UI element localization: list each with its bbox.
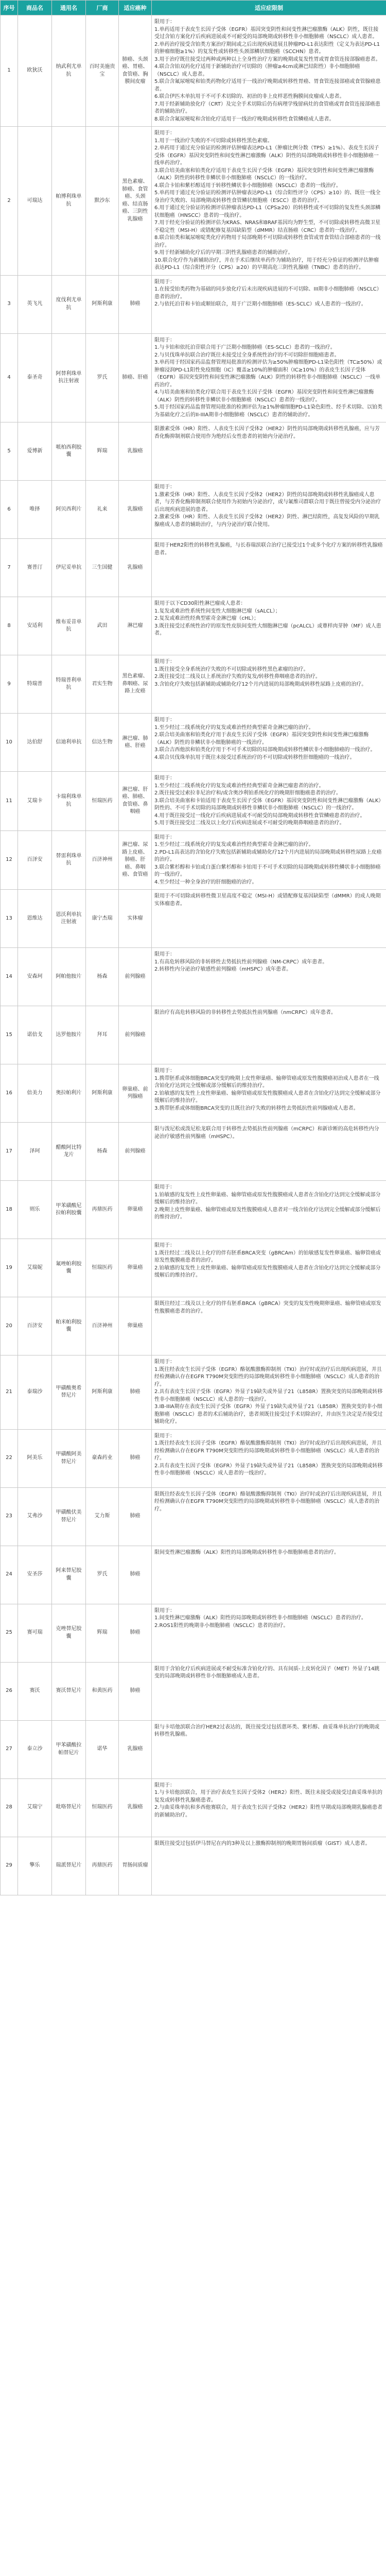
cancer-types: 肺癌、肝癌 [119,333,152,422]
brand-name: 英飞凡 [18,275,52,333]
header-brand: 商品名 [18,1,52,15]
row-number: 1 [1,15,18,127]
table-row [1,890,386,948]
generic-name: 恩沃利单抗注射液 [52,890,86,948]
row-number: 26 [1,1662,18,1720]
cancer-types: 胃肠间质瘤 [119,1837,152,1895]
manufacturer: 礼来 [86,481,119,539]
generic-name: 纳武利尤单抗 [52,15,86,127]
row-number: 18 [1,1181,18,1239]
generic-name: 帕博利珠单抗 [52,127,86,276]
generic-name: 氟唑帕利胶囊 [52,1239,86,1297]
brand-name: 赛沃 [18,1662,52,1720]
manufacturer: 三生国健 [86,539,119,597]
brand-name: 阿美乐 [18,1429,52,1487]
header-maker: 厂商 [86,1,119,15]
row-number: 22 [1,1429,18,1487]
indication-limits: 限间变性淋巴瘤激酶（ALK）阳性的局部晚期或转移性非小细胞肺癌患者的治疗。 [152,1546,386,1604]
brand-name: 安适利 [18,597,52,655]
manufacturer: 百时美施贵宝 [86,15,119,127]
table-row [1,1778,386,1837]
brand-name: 爱博新 [18,422,52,481]
row-number: 8 [1,597,18,655]
table-row [1,1604,386,1662]
row-number: 11 [1,772,18,831]
brand-name: 泰圣奇 [18,333,52,422]
table-row [1,1239,386,1297]
table-row [1,1546,386,1604]
brand-name: 恩维达 [18,890,52,948]
cancer-types: 肺癌 [119,1355,152,1430]
brand-name: 可瑞达 [18,127,52,276]
manufacturer: 阿斯利康 [86,1064,119,1123]
manufacturer: 豪森药业 [86,1429,119,1487]
cancer-types: 乳腺癌 [119,1778,152,1837]
manufacturer: 艾力斯 [86,1487,119,1546]
manufacturer: 辉瑞 [86,422,119,481]
cancer-types: 乳腺癌 [119,422,152,481]
table-row [1,1837,386,1895]
indication-limits: 限用于： 1.用于一线治疗失败的不可切除或转移性黑色素瘤。 2.单药用于通过充分验证的检测评估肿瘤表达PD-L1（肿瘤比例分数（TPS）≥1%）、表皮生长因子受体（EGFR）基因突变阴性和间变性淋巴瘤激酶（ALK）阴性的局部晚期或转移性非小细胞肺癌一线单药治疗。 3.联合培美曲塞和铂类化疗适用于表皮生长因子受体（EGFR）基因突变阴性和间变性淋巴瘤激酶（ALK）阴性的转移性非鳞状非小细胞肺癌（NSCLC）的一线治疗。 4.联合卡铂和紫杉醇适用于转移性鳞状非小细胞肺癌（NSCLC）患者的一线治疗。 5.单药用于通过充分验证的检测评估肿瘤表达PD-L1（综合阳性评分（CPS）≥10）的、既往一线全身治疗失败的、局部晚期或转移性食管鳞状细胞癌（ESCC）患者的治疗。 6.用于通过充分验证的检测评估肿瘤表达PD-L1（CPS≥20）的转移性或不可切除的复发性头颈部鳞状细胞癌（HNSCC）患者的一线治疗。 7.用于经充分验证的检测评估为KRAS、NRAS和BRAF基因均为野生型，不可切除或转移性高微卫星不稳定性（MSI-H）或错配修复基因缺陷型（dMMR）结直肠癌（CRC）患者的一线治疗。 8.联合铂类和氟尿嘧啶类化疗药物用于局部晚期不可切除或转移性食管或胃食管结合部癌患者的一线治疗。 9.用于经新辅助化疗后的早期三阴性乳腺癌患者的辅助治疗。 10.联合化疗作为新辅助治疗，并在手术后继续单药作为辅助治疗，用于经充分验证的检测评估肿瘤表达PD-L1（综合阳性评分（CPS）≥20）的早期高危三阴性乳腺癌（TNBC）患者的治疗。 [152,127,386,276]
indication-limits: 限与卡培他滨联合治疗HER2过表达的，既往接受过包括蒽环类、紫杉醇、曲妥珠单抗治疗的晚期或转移性乳腺癌。 [152,1720,386,1778]
indication-limits: 限与泼尼松或泼尼松龙联合用于转移性去势抵抗性前列腺癌（mCRPC）和新诊断的高危转移性内分泌治疗敏感性前列腺癌（mHSPC）。 [152,1123,386,1181]
row-number: 24 [1,1546,18,1604]
row-number: 7 [1,539,18,597]
indication-limits: 限用于： 1.单药适用于表皮生长因子受体（EGFR）基因突变阴性和间变性淋巴瘤激酶（ALK）阴性，既往接受过含铂方案化疗后疾病进展或不可耐受的局部晚期或转移性非小细胞肺癌（NSCLC）成人患者。 2.单药治疗接受含铂类方案治疗期间或之后出现疾病进展且肿瘤PD-L1表达阳性（定义为表达PD-L1的肿瘤细胞≥1%）的复发性或转移性头颈部鳞状细胞癌（SCCHN）患者。 3.用于治疗既往接受过两种或两种以上全身性治疗方案的晚期或复发性胃或胃食管连接部腺癌患者。 4.联合含铂双药化疗适用于新辅助治疗可切除的（肿瘤≥4cm或淋巴结阳性）非小细胞肺癌（NSCLC）成人患者。 5.联合含氟尿嘧啶和铂类药物化疗适用于一线治疗晚期或转移性胃癌、胃食管连接部癌或食管腺癌患者。 6.联合伊匹木单抗用于不可手术切除的、初治的非上皮样恶性胸膜间皮瘤成人患者。 7.用于经新辅助放化疗（CRT）及完全手术切除后仍有病理学残留病灶的食管癌或胃食管连接部癌患者的辅助治疗。 8.联合含氟尿嘧啶和含铂化疗适用于一线治疗晚期或转移性食管鳞癌成人患者。 [152,15,386,127]
row-number: 13 [1,890,18,948]
row-number: 4 [1,333,18,422]
brand-name: 则乐 [18,1181,52,1239]
brand-name: 艾瑞卡 [18,772,52,831]
table-row [1,948,386,1006]
manufacturer: 辉瑞 [86,1604,119,1662]
manufacturer: 默沙东 [86,127,119,276]
table-row [1,655,386,714]
manufacturer: 杨森 [86,1123,119,1181]
brand-name: 百泽安 [18,831,52,890]
cancer-types: 肺癌、头颈癌、胃癌、食管癌、胸膜间皮瘤 [119,15,152,127]
brand-name: 安森珂 [18,948,52,1006]
row-number: 12 [1,831,18,890]
indication-limits: 限用于： 1.有高危转移风险的非转移性去势抵抗性前列腺癌（NM-CRPC）成年患者。 2.转移性内分泌治疗敏感性前列腺癌（mHSPC）成年患者。 [152,948,386,1006]
cancer-types: 黑色素瘤、鼻咽癌、尿路上皮癌 [119,655,152,714]
manufacturer: 恒瑞医药 [86,1239,119,1297]
row-number: 14 [1,948,18,1006]
generic-name: 度伐利尤单抗 [52,275,86,333]
generic-name: 阿帕他胺片 [52,948,86,1006]
generic-name: 卡瑞利珠单抗 [52,772,86,831]
cancer-types: 乳腺癌 [119,539,152,597]
manufacturer: 武田 [86,597,119,655]
brand-name: 艾瑞宁 [18,1778,52,1837]
indication-limits: 限既往接受过包括伊马替尼在内的3种及以上激酶抑制剂的晚期胃肠间质瘤（GIST）成人患者。 [152,1837,386,1895]
table-row [1,1297,386,1355]
indication-limits: 限用于： 1.在接受铂类药物为基础的同步放化疗后未出现疾病进展的不可切除、III期非小细胞肺癌（NSCLC）患者的治疗。 2.与依托泊苷和卡铂或顺铂联合，用于广泛期小细胞肺癌（ES-SCLC）成人患者的一线治疗。 [152,275,386,333]
row-number: 9 [1,655,18,714]
header-indication: 适应症限制 [152,1,386,15]
cancer-types: 肺癌 [119,1604,152,1662]
manufacturer: 康宁杰瑞 [86,890,119,948]
brand-name: 百济安 [18,1297,52,1355]
brand-name: 欧狄沃 [18,15,52,127]
indication-limits: 限用于含铂化疗后疾病进展或不耐受标准含铂化疗的、具有间质-上皮转化因子（MET）外显子14跳变的局部晚期或转移性非小细胞肺癌成人患者。 [152,1662,386,1720]
indication-limits: 限用于： 1.与卡培他滨联合，用于治疗表皮生长因子受体2（HER2）阳性、既往未接受或接受过曲妥珠单抗的复发或转移性乳腺癌患者。 2.与曲妥珠单抗和多西他赛联合，用于表皮生长因子受体2（HER2）阳性早期或局部晚期乳腺癌患者的新辅助治疗。 [152,1778,386,1837]
brand-name: 赛普汀 [18,539,52,597]
cancer-types: 卵巢癌 [119,1239,152,1297]
cancer-types: 乳腺癌 [119,481,152,539]
generic-name: 甲苯磺酸尼拉帕利胶囊 [52,1181,86,1239]
generic-name: 哌柏西利胶囊 [52,422,86,481]
indication-limits: 限用于： 1.与卡铂和依托泊苷联合用于广泛期小细胞肺癌（ES-SCLC）患者的一线治疗。 2.与贝伐珠单抗联合治疗既往未接受过全身系统性治疗的不可切除肝细胞癌患者。 3.单药用于经国家药品监督管理局批准的检测评估为≥50%肿瘤细胞PD-L1染色阳性（TC≥50%）或肿瘤浸润PD-L1阳性免疫细胞（IC）覆盖≥10%的肿瘤面积（IC≥10%）的表皮生长因子受体（EGFR）基因突变阴性和间变性淋巴瘤激酶（ALK）阴性的转移性非小细胞肺癌（NSCLC）一线单药治疗。 4.与培美曲塞和铂类化疗联合用于表皮生长因子受体（EGFR）基因突变阴性和间变性淋巴瘤激酶（ALK）阴性的转移性非鳞状非小细胞肺癌（NSCLC）患者的一线治疗。 5.用于经国家药品监督管理局批准的检测评估为≥1%肿瘤细胞PD-L1染色阳性、经手术切除、以铂类为基础化疗之后的II-IIIA期非小细胞肺癌（NSCLC）患者的辅助治疗。 [152,333,386,422]
generic-name: 赛沃替尼片 [52,1662,86,1720]
cancer-types: 淋巴瘤 [119,597,152,655]
table-row [1,539,386,597]
brand-name: 泰立沙 [18,1720,52,1778]
generic-name: 信迪利单抗 [52,714,86,772]
brand-name: 泰瑞沙 [18,1355,52,1430]
row-number: 29 [1,1837,18,1895]
indication-limits: 限用于： 1.携带胚系或体细胞BRCA突变的晚期上皮性卵巢癌、输卵管癌或原发性腹膜癌初治成人患者在一线含铂化疗达到完全缓解或部分缓解后的维持治疗。 2.铂敏感的复发性上皮性卵巢癌、输卵管癌或原发性腹膜癌成人患者在含铂化疗达到完全缓解或部分缓解后的维持治疗。 3.携带胚系或体细胞BRCA突变的且既往治疗失败的转移性去势抵抗性前列腺癌成人患者。 [152,1064,386,1123]
table-row [1,714,386,772]
header-cancers: 适应癌种 [119,1,152,15]
manufacturer: 拜耳 [86,1006,119,1064]
indication-limits: 限用于： 1.至少经过二线系统化疗的复发或难治性经典型霍奇金淋巴瘤患者的治疗。 2.既往接受过索拉非尼治疗和/或含奥沙利铂系统化疗的晚期肝细胞癌患者的治疗。 3.联合培美曲塞和卡铂适用于表皮生长因子受体（EGFR）基因突变阴性和间变性淋巴瘤激酶（ALK）阴性的、不可手术切除的局部晚期或转移性非鳞状非小细胞肺癌（NSCLC）的一线治疗。 4.用于既往接受过一线化疗后疾病进展或不可耐受的局部晚期或转移性食管鳞癌患者的治疗。 5.用于既往接受过二线及以上化疗后疾病进展或不可耐受的晚期鼻咽癌患者的治疗。 [152,772,386,831]
manufacturer: 信达生物 [86,714,119,772]
row-number: 28 [1,1778,18,1837]
generic-name: 维布妥昔单抗 [52,597,86,655]
indication-limits: 限用于以下CD30阳性淋巴瘤成人患者： 1.复发或难治性系统性间变性大细胞淋巴瘤（sALCL）； 2.复发或难治性经典型霍奇金淋巴瘤（cHL）； 3.既往接受过系统性治疗的原发性皮肤间变性大细胞淋巴瘤（pcALCL）或蕈样肉芽肿（MF）成人患者。 [152,597,386,655]
row-number: 3 [1,275,18,333]
table-row [1,127,386,276]
generic-name: 醋酸阿比特龙片 [52,1123,86,1181]
row-number: 21 [1,1355,18,1430]
indication-limits: 限既往经表皮生长因子受体（EGFR）酪氨酸激酶抑制剂（TKI）治疗时或治疗后出现疾病进展，并且经检测确认存在EGFR T790M突变阳性的局部晚期或转移性非小细胞肺癌（NSCLC）成人患者的治疗。 [152,1487,386,1546]
indication-limits: 限用于HER2阳性的转移性乳腺癌，与长春瑞滨联合治疗已接受过1个或多个化疗方案的转移性乳腺癌患者。 [152,539,386,597]
brand-name: 艾瑞妮 [18,1239,52,1297]
cancer-types: 淋巴瘤、肺癌、肝癌 [119,714,152,772]
generic-name: 甲磺酸奥希替尼片 [52,1355,86,1430]
brand-name: 泽珂 [18,1123,52,1181]
header-generic: 通用名 [52,1,86,15]
row-number: 19 [1,1239,18,1297]
table-row [1,1720,386,1778]
generic-name: 达罗他胺片 [52,1006,86,1064]
generic-name: 瑞派替尼片 [52,1837,86,1895]
manufacturer: 和黄医药 [86,1662,119,1720]
manufacturer: 恒瑞医药 [86,772,119,831]
generic-name: 克唑替尼胶囊 [52,1604,86,1662]
generic-name: 阿贝西利片 [52,481,86,539]
indication-limits: 限既往经过二线及以上化疗的伴有胚系BRCA（gBRCA）突变的复发性晚期卵巢癌、输卵管癌或原发性腹膜癌患者的治疗。 [152,1297,386,1355]
row-number: 25 [1,1604,18,1662]
brand-name: 诺倍戈 [18,1006,52,1064]
indication-limits: 限用于： 1.铂敏感的复发性上皮性卵巢癌、输卵管癌或原发性腹膜癌成人患者在含铂化疗达到完全缓解或部分缓解后的维持治疗。 2.晚期上皮性卵巢癌、输卵管癌或原发性腹膜癌成人患者对一线含铂化疗达到完全缓解或部分缓解后的维持治疗。 [152,1181,386,1239]
header-no: 序号 [1,1,18,15]
manufacturer: 阿斯利康 [86,1355,119,1430]
cancer-types: 前列腺癌 [119,1006,152,1064]
table-row [1,1487,386,1546]
header-row [1,1,386,15]
indication-limits: 限用于不可切除或转移性微卫星高度不稳定（MSI-H）或错配修复基因缺陷型（dMMR）的成人晚期实体瘤患者。 [152,890,386,948]
generic-name: 替雷利珠单抗 [52,831,86,890]
table-row [1,15,386,127]
row-number: 17 [1,1123,18,1181]
row-number: 6 [1,481,18,539]
row-number: 23 [1,1487,18,1546]
cancer-types: 乳腺癌 [119,1720,152,1778]
cancer-types: 前列腺癌 [119,1123,152,1181]
brand-name: 赛可瑞 [18,1604,52,1662]
cancer-types: 肺癌 [119,1429,152,1487]
cancer-types: 肺癌 [119,1487,152,1546]
table-row [1,1006,386,1064]
row-number: 15 [1,1006,18,1064]
indication-limits: 限用于： 1.既往接受全身系统治疗失败的不可切除或转移性黑色素瘤的治疗。 2.既往接受过二线及以上系统治疗失败的复发/转移性鼻咽癌患者的治疗。 3.含铂化疗失败包括新辅助或辅助化疗12个月内进展的局部晚期或转移性尿路上皮癌的治疗。 [152,655,386,714]
manufacturer: 恒瑞医药 [86,1778,119,1837]
indication-limits: 限用于： 1.既往经表皮生长因子受体（EGFR）酪氨酸激酶抑制剂（TKI）治疗时或治疗后出现疾病进展，并且经检测确认存在EGFR T790M突变阳性的局部晚期或转移性非小细胞肺癌（NSCLC）成人患者的治疗。 2.具有表皮生长因子受体（EGFR）外显子19缺失或外显子21（L858R）置换突变的局部晚期或转移性非小细胞肺癌（NSCLC）成人患者的一线治疗。 [152,1429,386,1487]
brand-name: 艾弗沙 [18,1487,52,1546]
cancer-types: 前列腺癌 [119,948,152,1006]
indication-limits: 限激素受体（HR）阳性、人表皮生长因子受体2（HER2）阴性的局部晚期或转移性乳腺癌，应与芳香化酶抑制剂联合使用作为绝经后女性患者的初始内分泌治疗。 [152,422,386,481]
indication-limits: 限治疗有高危转移风险的非转移性去势抵抗性前列腺癌（nmCRPC）成年患者。 [152,1006,386,1064]
table-row [1,1064,386,1123]
table-row [1,1123,386,1181]
table-row [1,275,386,333]
indication-limits: 限用于： 1.激素受体（HR）阳性、人表皮生长因子受体2（HER2）阴性的局部晚期或转移性乳腺癌成人患者，与芳香化酶抑制剂联合使用作为初始内分泌治疗，或与氟维司群联合用于既往曾接受内分泌治疗后出现疾病进展的患者。 2.激素受体（HR）阳性、人表皮生长因子受体2（HER2）阴性、淋巴结阳性，高复发风险的早期乳腺癌成人患者的辅助治疗，与内分泌治疗联合使用。 [152,481,386,539]
indication-limits: 限用于： 1.至少经过二线系统化疗的复发或难治性经典型霍奇金淋巴瘤的治疗。 2.PD-L1高表达的含铂化疗失败包括新辅助或辅助化疗12个月内进展的局部晚期或转移性尿路上皮癌的治疗。 3.联合紫杉醇和卡铂或白蛋白紫杉醇和卡铂用于不可手术切除的局部晚期或转移性鳞状非小细胞肺癌的一线治疗。 4.至少经过一种全身治疗的肝细胞癌的治疗。 [152,831,386,890]
generic-name: 阿替利珠单抗注射液 [52,333,86,422]
manufacturer: 君实生物 [86,655,119,714]
indication-limits: 限用于： 1.间变性淋巴瘤激酶（ALK）阳性的局部晚期或转移性非小细胞肺癌（NSCLC）患者的治疗。 2.ROS1阳性的晚期非小细胞肺癌（NSCLC）患者的治疗。 [152,1604,386,1662]
manufacturer: 百济神州 [86,831,119,890]
brand-name: 特瑞普 [18,655,52,714]
cancer-types: 肺癌 [119,1662,152,1720]
manufacturer: 杨森 [86,948,119,1006]
manufacturer: 再鼎医药 [86,1837,119,1895]
manufacturer: 罗氏 [86,1546,119,1604]
table-row [1,831,386,890]
row-number: 27 [1,1720,18,1778]
table-row [1,481,386,539]
cancer-types: 卵巢癌、前列腺癌 [119,1064,152,1123]
table-row [1,1355,386,1430]
row-number: 10 [1,714,18,772]
generic-name: 甲磺酸阿美替尼片 [52,1429,86,1487]
cancer-types: 卵巢癌 [119,1181,152,1239]
table-row [1,333,386,422]
indication-limits: 限用于： 1.既往经过二线及以上化疗的伴有胚系BRCA突变（gBRCAm）的铂敏感复发性卵巢癌、输卵管癌或原发性腹膜癌患者的治疗。 2.铂敏感的复发性上皮性卵巢癌、输卵管癌或原发性腹膜癌成人患者在含铂化疗达到完全缓解或部分缓解后的维持治疗。 [152,1239,386,1297]
indication-limits: 限用于： 1.至少经过二线系统化疗的复发或难治性经典型霍奇金淋巴瘤的治疗。 2.联合培美曲塞和铂类化疗用于表皮生长因子受体（EGFR）基因突变阴性和间变性淋巴瘤激酶（ALK）阴性的非鳞状非小细胞肺癌的一线治疗。 3.联合吉西他滨和铂类化疗用于不可手术切除的局部晚期或转移性鳞状非小细胞肺癌的一线治疗。 4.联合贝伐珠单抗用于既往未接受过系统治疗的不可切除或转移性肝细胞癌的一线治疗。 [152,714,386,772]
generic-name: 伊尼妥单抗 [52,539,86,597]
brand-name: 达伯舒 [18,714,52,772]
manufacturer: 阿斯利康 [86,275,119,333]
table-row [1,1429,386,1487]
manufacturer: 百济神州 [86,1297,119,1355]
row-number: 5 [1,422,18,481]
table-row [1,422,386,481]
generic-name: 阿来替尼胶囊 [52,1546,86,1604]
manufacturer: 罗氏 [86,333,119,422]
manufacturer: 诺华 [86,1720,119,1778]
generic-name: 甲苯磺酸拉帕替尼片 [52,1720,86,1778]
cancer-types: 黑色素瘤、肺癌、食管癌、头颈癌、结直肠癌、三阴性乳腺癌 [119,127,152,276]
row-number: 20 [1,1297,18,1355]
brand-name: 擎乐 [18,1837,52,1895]
table-row [1,1662,386,1720]
generic-name: 特瑞普利单抗 [52,655,86,714]
table-row [1,1181,386,1239]
manufacturer: 再鼎医药 [86,1181,119,1239]
cancer-types: 实体瘤 [119,890,152,948]
generic-name: 甲磺酸伏美替尼片 [52,1487,86,1546]
table-row [1,772,386,831]
cancer-types: 卵巢癌 [119,1297,152,1355]
generic-name: 奥拉帕利片 [52,1064,86,1123]
cancer-types: 肺癌 [119,1546,152,1604]
cancer-types: 淋巴瘤、肝癌、肺癌、食管癌、鼻咽癌 [119,772,152,831]
generic-name: 吡咯替尼片 [52,1778,86,1837]
row-number: 2 [1,127,18,276]
table-row [1,597,386,655]
brand-name: 倍美力 [18,1064,52,1123]
brand-name: 唯择 [18,481,52,539]
cancer-types: 肺癌 [119,275,152,333]
cancer-types: 淋巴瘤、尿路上皮癌、肺癌、肝癌、鼻咽癌、食管癌 [119,831,152,890]
indication-limits: 限用于： 1.既往经表皮生长因子受体（EGFR）酪氨酸激酶抑制剂（TKI）治疗时或治疗后出现疾病进展，并且经检测确认存在EGFR T790M突变阳性的局部晚期或转移性非小细胞肺癌（NSCLC）成人患者的治疗。 2.具有表皮生长因子受体（EGFR）外显子19缺失或外显子21（L858R）置换突变的局部晚期或转移性非小细胞肺癌（NSCLC）成人患者的一线治疗。 3.IB-IIIA期存在表皮生长因子受体（EGFR）外显子19缺失或外显子21（L858R）置换突变的非小细胞肺癌（NSCLC）患者的术后辅助治疗，患者须既往接受过手术切除治疗，并由医生决定是否接受过辅助化疗。 [152,1355,386,1430]
row-number: 16 [1,1064,18,1123]
generic-name: 帕米帕利胶囊 [52,1297,86,1355]
brand-name: 安圣莎 [18,1546,52,1604]
